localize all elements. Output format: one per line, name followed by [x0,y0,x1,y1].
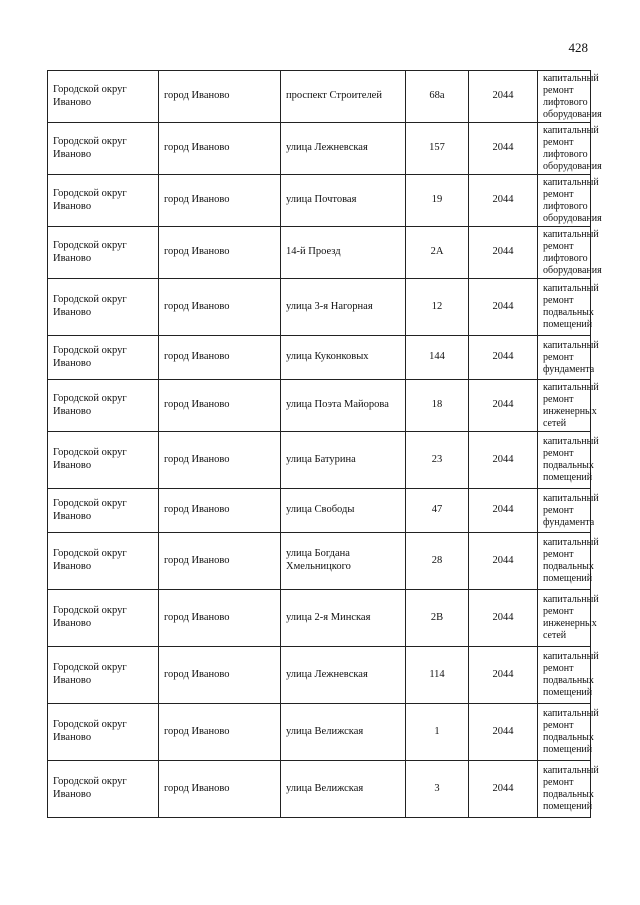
cell-district: Городской округ Иваново [48,123,159,175]
table-body [48,71,602,818]
cell-street: улица 3-я Нагорная [281,279,406,336]
cell-street: улица 2-я Минская [281,590,406,647]
cell-city: город Иваново [159,279,281,336]
cell-year: 2044 [469,227,538,279]
cell-street: улица Куконковых [281,336,406,380]
cell-street: улица Лежневская [281,123,406,175]
work-type-line: капитальный [543,339,599,351]
work-type-line: ремонт [543,295,574,306]
work-type-line: инженерных [543,618,597,629]
work-type-line: оборудования [543,108,602,120]
page-number: 428 [568,40,588,55]
work-type-line: помещений [543,319,593,330]
cell-street: улица Поэта Майорова [281,380,406,432]
table-row [48,590,591,647]
cell-city: город Иваново [159,336,281,380]
cell-street: улица Велижская [281,761,406,818]
cell-house-number: 114 [406,647,469,704]
cell-street: улица Свободы [281,489,406,533]
cell-city: город Иваново [159,704,281,761]
work-type-line: капитальный [543,651,599,662]
cell-district: Городской округ Иваново [48,590,159,647]
work-type-line: лифтового [543,252,588,264]
cell-house-number: 18 [406,380,469,432]
work-type-line: инженерных [543,405,597,417]
work-type-line: капитальный [543,228,599,240]
cell-year: 2044 [469,533,538,590]
cell-house-number: 47 [406,489,469,533]
cell-work-type [538,123,602,175]
cell-city: город Иваново [159,175,281,227]
work-type-line: капитальный [543,436,599,447]
cell-work-type [538,590,599,647]
cell-city: город Иваново [159,380,281,432]
cell-work-type [538,432,599,489]
cell-house-number: 157 [406,123,469,175]
work-type-line: ремонт [543,136,574,148]
table-row [48,761,591,818]
cell-house-number: 23 [406,432,469,489]
work-type-line: ремонт [543,393,574,405]
table-row [48,380,591,432]
cell-street: 14-й Проезд [281,227,406,279]
work-type-line: капитальный [543,176,599,188]
cell-house-number: 3 [406,761,469,818]
cell-house-number: 2В [406,590,469,647]
work-type-line: капитальный [543,492,599,504]
cell-street: улица Батурина [281,432,406,489]
work-type-line: подвальных [543,307,594,318]
work-type-line: помещений [543,472,593,483]
cell-district: Городской округ Иваново [48,279,159,336]
cell-street: улица Почтовая [281,175,406,227]
cell-street: проспект Строителей [281,71,406,123]
cell-house-number: 1 [406,704,469,761]
work-type-line: капитальный [543,537,599,548]
cell-year: 2044 [469,71,538,123]
cell-year: 2044 [469,489,538,533]
work-type-line: ремонт [543,504,574,516]
cell-year: 2044 [469,761,538,818]
cell-city: город Иваново [159,227,281,279]
table-row [48,489,591,533]
work-type-line: лифтового [543,148,588,160]
cell-work-type [538,380,599,432]
cell-year: 2044 [469,432,538,489]
cell-house-number: 144 [406,336,469,380]
work-type-line: ремонт [543,448,574,459]
cell-city: город Иваново [159,432,281,489]
work-type-line: подвальных [543,732,594,743]
cell-district: Городской округ Иваново [48,175,159,227]
cell-year: 2044 [469,123,538,175]
cell-work-type [538,71,602,123]
work-type-line: сетей [543,630,567,641]
cell-house-number: 12 [406,279,469,336]
work-type-line: капитальный [543,283,599,294]
work-type-line: ремонт [543,777,574,788]
work-type-line: ремонт [543,720,574,731]
work-type-line: ремонт [543,351,574,363]
cell-district: Городской округ Иваново [48,380,159,432]
work-type-line: сетей [543,417,567,429]
cell-city: город Иваново [159,647,281,704]
cell-district: Городской округ Иваново [48,647,159,704]
cell-street: улица Лежневская [281,647,406,704]
cell-work-type [538,227,602,279]
work-type-line: помещений [543,801,593,812]
work-type-line: ремонт [543,188,574,200]
work-type-line: капитальный [543,72,599,84]
cell-city: город Иваново [159,489,281,533]
work-type-line: ремонт [543,240,574,252]
work-type-line: оборудования [543,212,602,224]
work-type-line: капитальный [543,765,599,776]
cell-work-type [538,279,599,336]
cell-work-type [538,647,599,704]
cell-district: Городской округ Иваново [48,704,159,761]
cell-year: 2044 [469,279,538,336]
work-type-line: ремонт [543,606,574,617]
work-type-line: капитальный [543,381,599,393]
cell-city: город Иваново [159,71,281,123]
cell-work-type [538,761,599,818]
table-row [48,227,591,279]
table-row [48,336,591,380]
work-type-line: оборудования [543,264,602,276]
cell-year: 2044 [469,704,538,761]
repair-schedule-table [47,70,602,818]
cell-city: город Иваново [159,590,281,647]
work-type-line: помещений [543,687,593,698]
cell-city: город Иваново [159,123,281,175]
cell-work-type [538,175,602,227]
cell-district: Городской округ Иваново [48,489,159,533]
cell-district: Городской округ Иваново [48,761,159,818]
cell-district: Городской округ Иваново [48,336,159,380]
cell-street: улица Велижская [281,704,406,761]
cell-house-number: 28 [406,533,469,590]
cell-district: Городской округ Иваново [48,227,159,279]
table-row [48,279,591,336]
table-row [48,432,591,489]
table-row [48,71,591,123]
work-type-line: подвальных [543,460,594,471]
cell-city: город Иваново [159,533,281,590]
cell-year: 2044 [469,380,538,432]
work-type-line: лифтового [543,96,588,108]
work-type-line: фундамента [543,516,595,528]
cell-street: улица Богдана Хмельницкого [281,533,406,590]
table-row [48,704,591,761]
work-type-line: подвальных [543,561,594,572]
work-type-line: ремонт [543,84,574,96]
work-type-line: лифтового [543,200,588,212]
work-type-line: ремонт [543,663,574,674]
cell-work-type [538,489,599,533]
cell-house-number: 19 [406,175,469,227]
table-row [48,647,591,704]
cell-house-number: 68а [406,71,469,123]
work-type-line: ремонт [543,549,574,560]
work-type-line: капитальный [543,124,599,136]
cell-year: 2044 [469,175,538,227]
cell-house-number: 2А [406,227,469,279]
table-row [48,123,591,175]
work-type-line: подвальных [543,789,594,800]
cell-work-type [538,336,599,380]
cell-year: 2044 [469,336,538,380]
cell-district: Городской округ Иваново [48,533,159,590]
work-type-line: помещений [543,744,593,755]
cell-work-type [538,533,599,590]
work-type-line: подвальных [543,675,594,686]
cell-district: Городской округ Иваново [48,432,159,489]
work-type-line: помещений [543,573,593,584]
cell-year: 2044 [469,590,538,647]
work-type-line: капитальный [543,594,599,605]
cell-district: Городской округ Иваново [48,71,159,123]
cell-work-type [538,704,599,761]
work-type-line: фундамента [543,363,595,375]
table-row [48,533,591,590]
work-type-line: капитальный [543,708,599,719]
work-type-line: оборудования [543,160,602,172]
table-row [48,175,591,227]
cell-city: город Иваново [159,761,281,818]
cell-year: 2044 [469,647,538,704]
